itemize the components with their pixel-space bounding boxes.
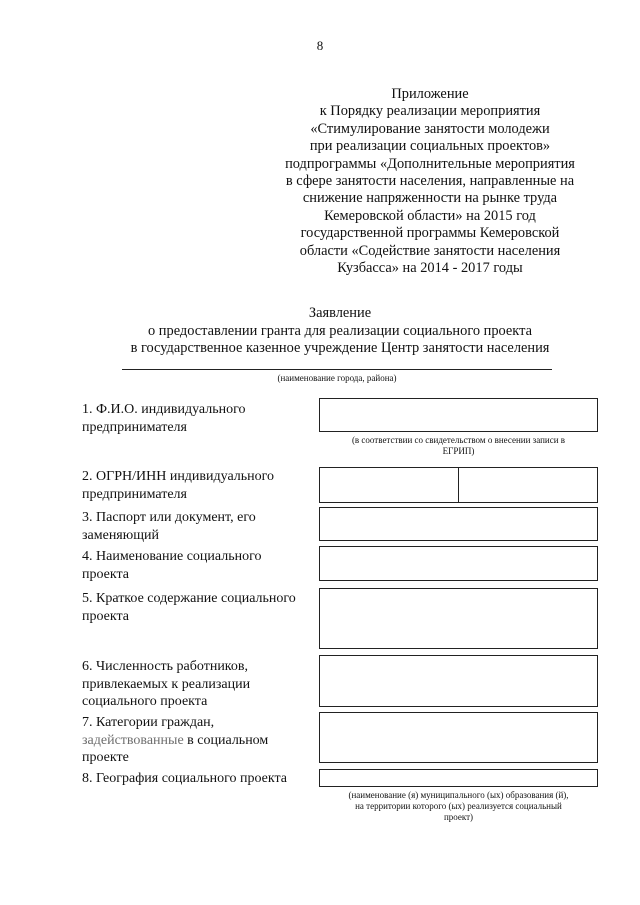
label-citizen-categories: 7. Категории граждан, задействованные в социальном проекте xyxy=(82,715,269,766)
label-worker-count: 6. Численность работников, привлекаемых к реализации социального проекта xyxy=(82,659,251,710)
label-project-summary: 5. Краткое содержание социального проекта xyxy=(82,591,296,624)
label-gray-word: задействованные xyxy=(82,732,184,748)
project-summary-field[interactable] xyxy=(319,588,598,649)
citizen-categories-field[interactable] xyxy=(319,712,598,763)
label-project-name: 4. Наименование социального проекта xyxy=(82,549,262,582)
project-geography-field[interactable] xyxy=(319,769,598,787)
passport-field[interactable] xyxy=(319,507,598,541)
appendix-line: в сфере занятости населения, направленные на xyxy=(285,173,575,190)
appendix-line: Кемеровской области» на 2015 год xyxy=(324,207,536,224)
city-input-line[interactable] xyxy=(122,369,552,370)
inn-field[interactable] xyxy=(458,467,598,503)
appendix-line: Приложение xyxy=(391,86,469,102)
project-name-field[interactable] xyxy=(319,546,598,581)
appendix-line: снижение напряженности на рынке труда xyxy=(302,190,558,207)
city-caption: (наименование города, района) xyxy=(277,373,397,383)
appendix-line: к Порядку реализации мероприятия xyxy=(319,103,541,120)
title-line: в государственное казенное учреждение Центр занятости населения xyxy=(130,340,550,357)
application-title xyxy=(0,305,640,358)
appendix-header xyxy=(260,86,600,277)
appendix-line: подпрограммы «Дополнительные мероприятия xyxy=(285,155,575,172)
title-line: о предоставлении гранта для реализации социального проекта xyxy=(148,322,532,339)
ogrn-field[interactable] xyxy=(319,467,459,503)
worker-count-field[interactable] xyxy=(319,655,598,707)
appendix-line: «Стимулирование занятости молодежи xyxy=(310,120,550,137)
appendix-line: при реализации социальных проектов» xyxy=(309,138,551,155)
appendix-line: Кузбасса» на 2014 - 2017 годы xyxy=(337,260,523,277)
label-project-geography: 8. География социального проекта xyxy=(82,771,287,786)
project-geography-caption: (наименование (я) муниципального (ых) образования (й), на территории которого (ых) реализуется социальный проект) xyxy=(348,790,569,822)
label-passport: 3. Паспорт или документ, его заменяющий xyxy=(82,510,256,543)
title-heading: Заявление xyxy=(308,305,372,321)
appendix-line: государственной программы Кемеровской xyxy=(300,225,560,242)
entrepreneur-name-caption: (в соответствии со свидетельством о внесении записи в ЕГРИП) xyxy=(351,435,566,456)
label-ogrn-inn: 2. ОГРН/ИНН индивидуального предпринимателя xyxy=(82,469,275,502)
entrepreneur-name-field[interactable] xyxy=(319,398,598,432)
page-number: 8 xyxy=(316,38,324,53)
appendix-line: области «Содействие занятости населения xyxy=(299,242,561,259)
label-entrepreneur-name: 1. Ф.И.О. индивидуального предпринимателя xyxy=(82,402,246,435)
